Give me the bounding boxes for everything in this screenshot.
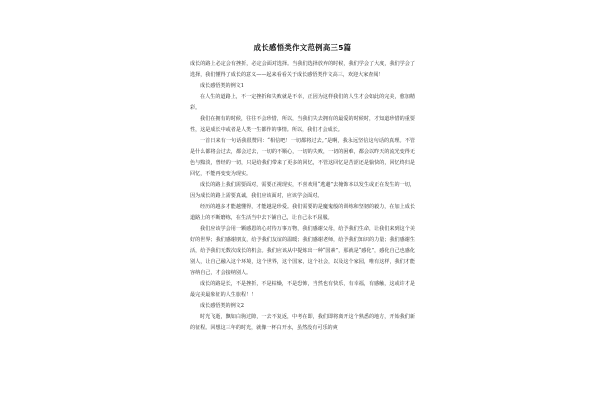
paragraph: 成长的路是长，不是挫折，不是枯燥，不是恐怖，当然也有快乐，有幸福，有感触，这或许才是最完美最象征的人生旅程！！ xyxy=(190,281,415,298)
paragraph: 时光飞逝，飘如白驹过隙，一去不复返，中考在即，我们即将离开这个熟悉的地方，开始我们新的征程。回想这三年的时光，就像一杯白开水，虽然没有可乐的爽 xyxy=(190,314,415,331)
document-body xyxy=(190,59,415,334)
paragraph: 成长的路上我们需要面对，需要正视现实，不喜欢用“逃避”去掩饰本以发生或正在发生的一切，因为成长的路上需要真诚，我们应该面对，应该学会面对。 xyxy=(190,182,415,199)
paragraph: 我们应该学会用一颗感恩的心对待万事万物，我们感谢父母，给予我们生命，让我们来到这个美好的世界；我们感谢朋友，给予我们友谊的温暖；我们感谢老师，给予我们知识的力量；我们感谢生活，给予我们无数次成长的机会。我们应该从中提炼出一种“国素”，那就是“感化”，感化自己也感化别人，让自己融入这个环境，这个世界，这个国家，这个社会，以及这个家园，唯有这样，我们才能容纳自己，才会接纳别人。 xyxy=(190,226,415,276)
paragraph: 成长的路上必定会有挫折，必定会面对选择。当我们选择放弃的时候，我们学会了大度，我们学会了选择，我们懂得了成长的意义——起来看看关于成长感悟类作文高三，欢迎大家查阅！ xyxy=(190,61,415,78)
paragraph: 经历的越多才能越懂得，才能越是珍爱。我们需要的是魔鬼般的训练和坚韧的毅力，在加上成长道路上的不断磨练，在生活当中去下铺自己，让自己永不屈服。 xyxy=(190,204,415,221)
paragraph: 我们在拥有的时候，往往不会珍惜，所以，当我们失去拥有的最爱的时候时，才知道珍惜的重要性，这是成长中或者是人类一生都作的事情。所以，我们才会成长。 xyxy=(190,116,415,133)
document-page xyxy=(190,38,415,400)
paragraph: 在人生的道路上，不一定挫折和失败就是不幸，正因为这样我们的人生才会如此的完美，愈加精彩。 xyxy=(190,94,415,111)
page-title: 成长感悟类作文范例高三5篇 xyxy=(253,43,352,52)
paragraph: 一首日来有一句话我很赞同：“相信吧！一切都将过去。”是啊，我永远坚信这句话的真理。不管是什么都将会过去，都会过去，一切的不顺心，一切的失败，一切的困难，都会以昨天的流光变得无色与黯淡，曾经的一切，只是给我们带来了更多的回忆，不管这回忆是苦涩还是愉快的，回忆终归是回忆，不能再变变为现实。 xyxy=(190,138,415,177)
paragraph: 成长感悟类的例文2 xyxy=(200,303,244,309)
paragraph: 成长感悟类的例文1 xyxy=(200,83,244,89)
